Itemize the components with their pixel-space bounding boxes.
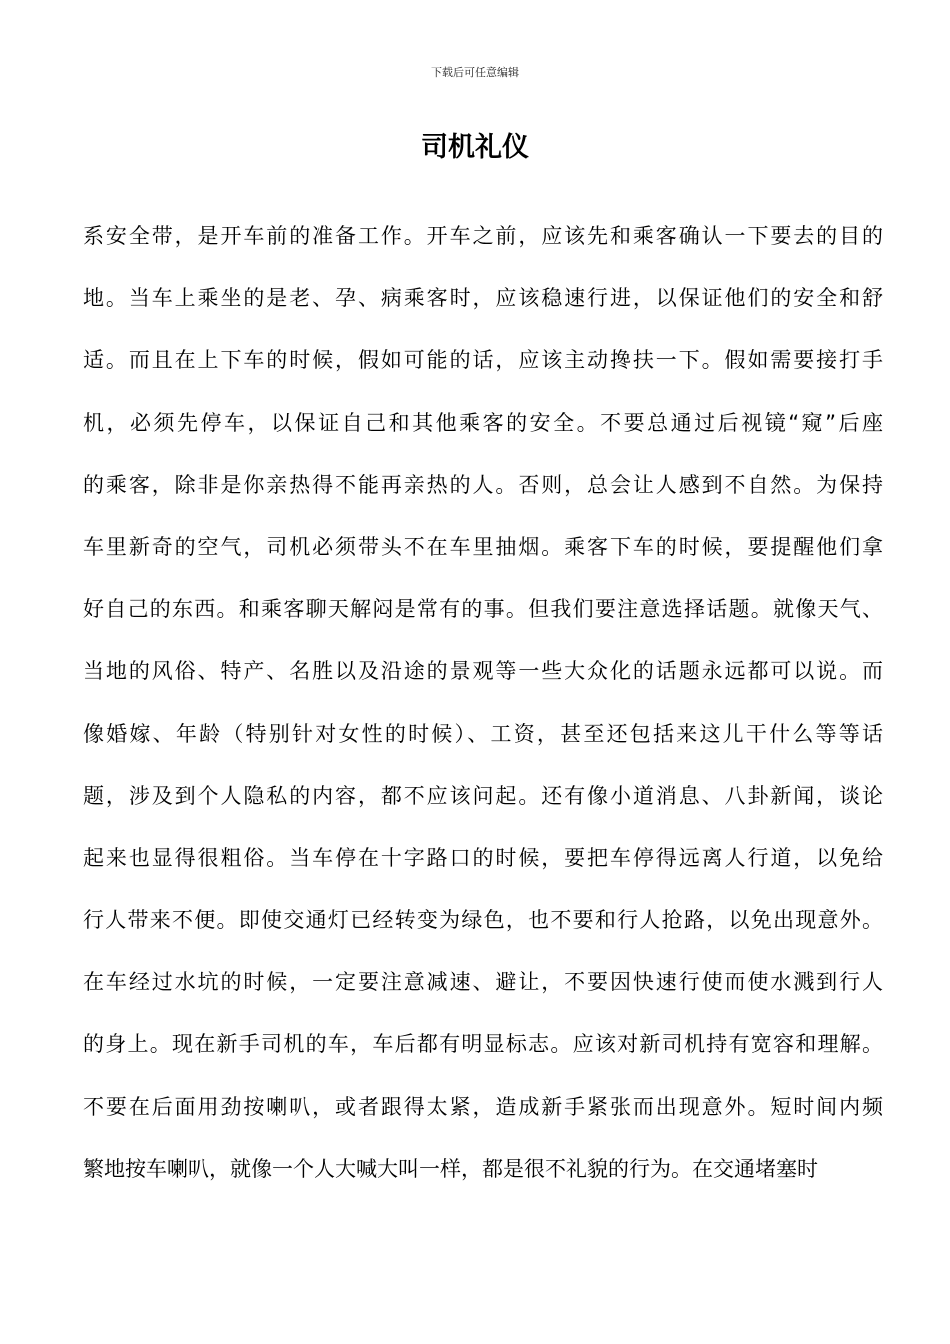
document-body bbox=[83, 218, 883, 1213]
body-line: 当地的风俗、特产、名胜以及沿途的景观等一些大众化的话题永远都可以说。而 bbox=[83, 659, 883, 684]
body-line: 的乘客，除非是你亲热得不能再亲热的人。否则，总会让人感到不自然。为保持 bbox=[83, 472, 883, 497]
body-line: 的身上。现在新手司机的车，车后都有明显标志。应该对新司机持有宽容和理解。 bbox=[83, 1032, 883, 1057]
page-header-note: 下载后可任意编辑 bbox=[431, 66, 519, 79]
body-line: 像婚嫁、年龄（特别针对女性的时候）、工资，甚至还包括来这儿干什么等等话 bbox=[83, 721, 883, 746]
document-title: 司机礼仪 bbox=[421, 132, 529, 163]
body-line: 系安全带，是开车前的准备工作。开车之前，应该先和乘客确认一下要去的目的 bbox=[83, 224, 883, 248]
body-line: 不要在后面用劲按喇叭，或者跟得太紧，造成新手紧张而出现意外。短时间内频 bbox=[83, 1094, 883, 1119]
body-line: 车里新奇的空气，司机必须带头不在车里抽烟。乘客下车的时候，要提醒他们拿 bbox=[83, 534, 883, 559]
body-line: 题，涉及到个人隐私的内容，都不应该问起。还有像小道消息、八卦新闻，谈论 bbox=[83, 783, 883, 808]
body-line: 繁地按车喇叭，就像一个人大喊大叫一样，都是很不礼貌的行为。在交通堵塞时 bbox=[83, 1156, 818, 1181]
body-line: 机，必须先停车，以保证自己和其他乘客的安全。不要总通过后视镜“窥”后座 bbox=[83, 410, 883, 435]
body-line: 地。当车上乘坐的是老、孕、病乘客时，应该稳速行进，以保证他们的安全和舒 bbox=[83, 286, 883, 311]
body-line: 适。而且在上下车的时候，假如可能的话，应该主动搀扶一下。假如需要接打手 bbox=[83, 348, 883, 373]
body-line: 起来也显得很粗俗。当车停在十字路口的时候，要把车停得远离人行道，以免给 bbox=[83, 845, 883, 870]
body-line: 在车经过水坑的时候，一定要注意减速、避让，不要因快速行使而使水溅到行人 bbox=[83, 970, 883, 995]
body-line: 好自己的东西。和乘客聊天解闷是常有的事。但我们要注意选择话题。就像天气、 bbox=[83, 597, 883, 622]
body-line: 行人带来不便。即使交通灯已经转变为绿色，也不要和行人抢路，以免出现意外。 bbox=[83, 908, 883, 933]
